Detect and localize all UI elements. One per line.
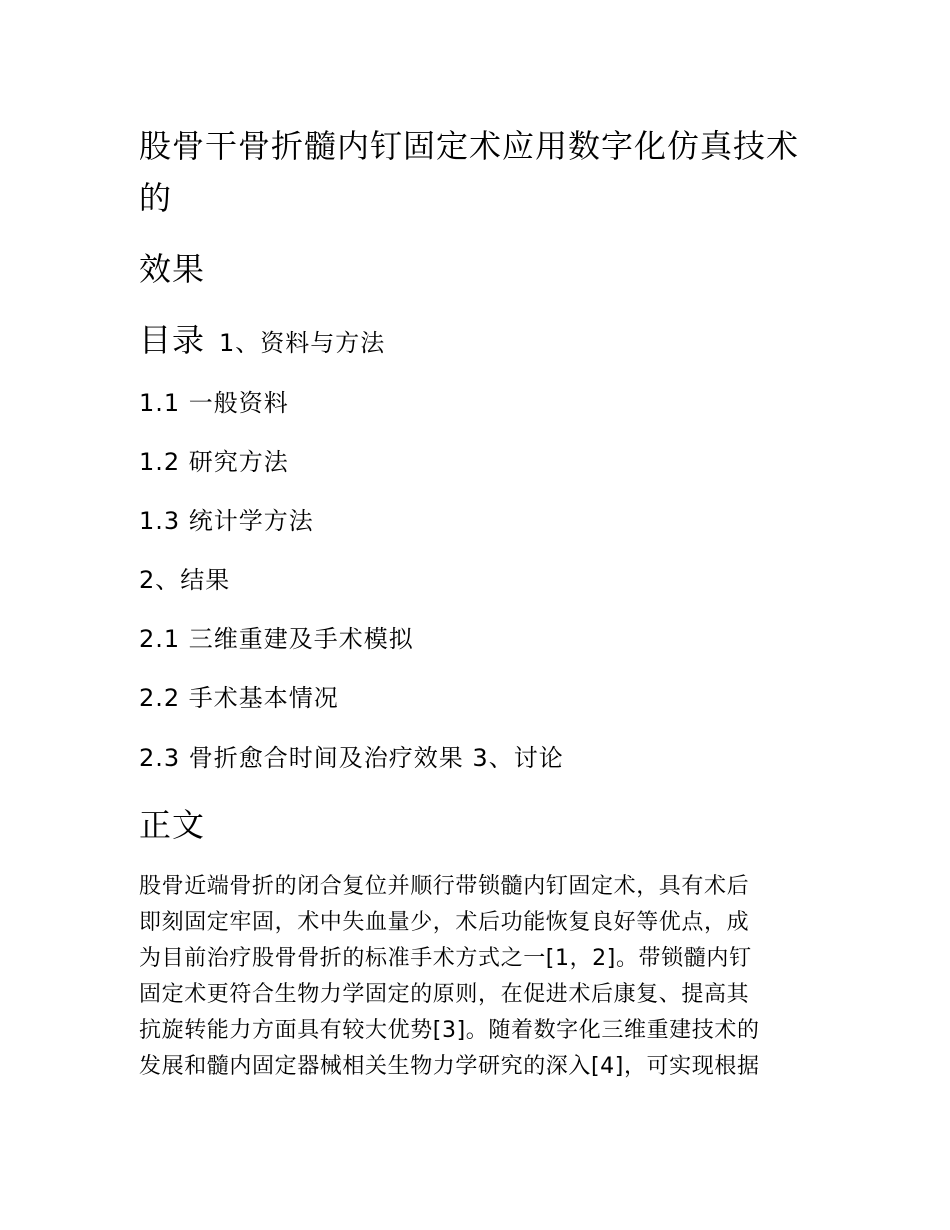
toc-item-2-2: 2.2 手术基本情况 (139, 684, 339, 712)
body-paragraph-line: 股骨近端骨折的闭合复位并顺行带锁髓内钉固定术，具有术后 (139, 874, 750, 899)
body-paragraph-line: 固定术更符合生物力学固定的原则，在促进术后康复、提高其 (139, 982, 750, 1007)
toc-item-section-1: 1、资料与方法 (219, 329, 386, 357)
toc-item-2-1: 2.1 三维重建及手术模拟 (139, 625, 414, 653)
body-heading: 正文 (139, 806, 206, 844)
toc-item-1-2: 1.2 研究方法 (139, 448, 289, 476)
body-paragraph-line: 为目前治疗股骨骨折的标准手术方式之一[1，2]。带锁髓内钉 (139, 946, 752, 971)
toc-item-section-2: 2、结果 (139, 566, 231, 594)
document-title: 股骨干骨折髓内钉固定术应用数字化仿真技术的 (139, 127, 800, 217)
body-paragraph-line: 发展和髓内固定器械相关生物力学研究的深入[4]，可实现根据 (139, 1054, 760, 1079)
body-paragraph-line: 抗旋转能力方面具有较大优势[3]。随着数字化三维重建技术的 (139, 1018, 760, 1043)
toc-item-2-3: 2.3 骨折愈合时间及治疗效果 3、讨论 (139, 744, 564, 772)
body-paragraph-line: 即刻固定牢固，术中失血量少，术后功能恢复良好等优点，成 (139, 910, 750, 935)
toc-header (139, 318, 385, 365)
toc-item-1-1: 1.1 一般资料 (139, 389, 289, 417)
toc-item-1-3: 1.3 统计学方法 (139, 507, 314, 535)
document-subtitle: 效果 (139, 250, 206, 288)
toc-heading: 目录 (139, 321, 206, 359)
